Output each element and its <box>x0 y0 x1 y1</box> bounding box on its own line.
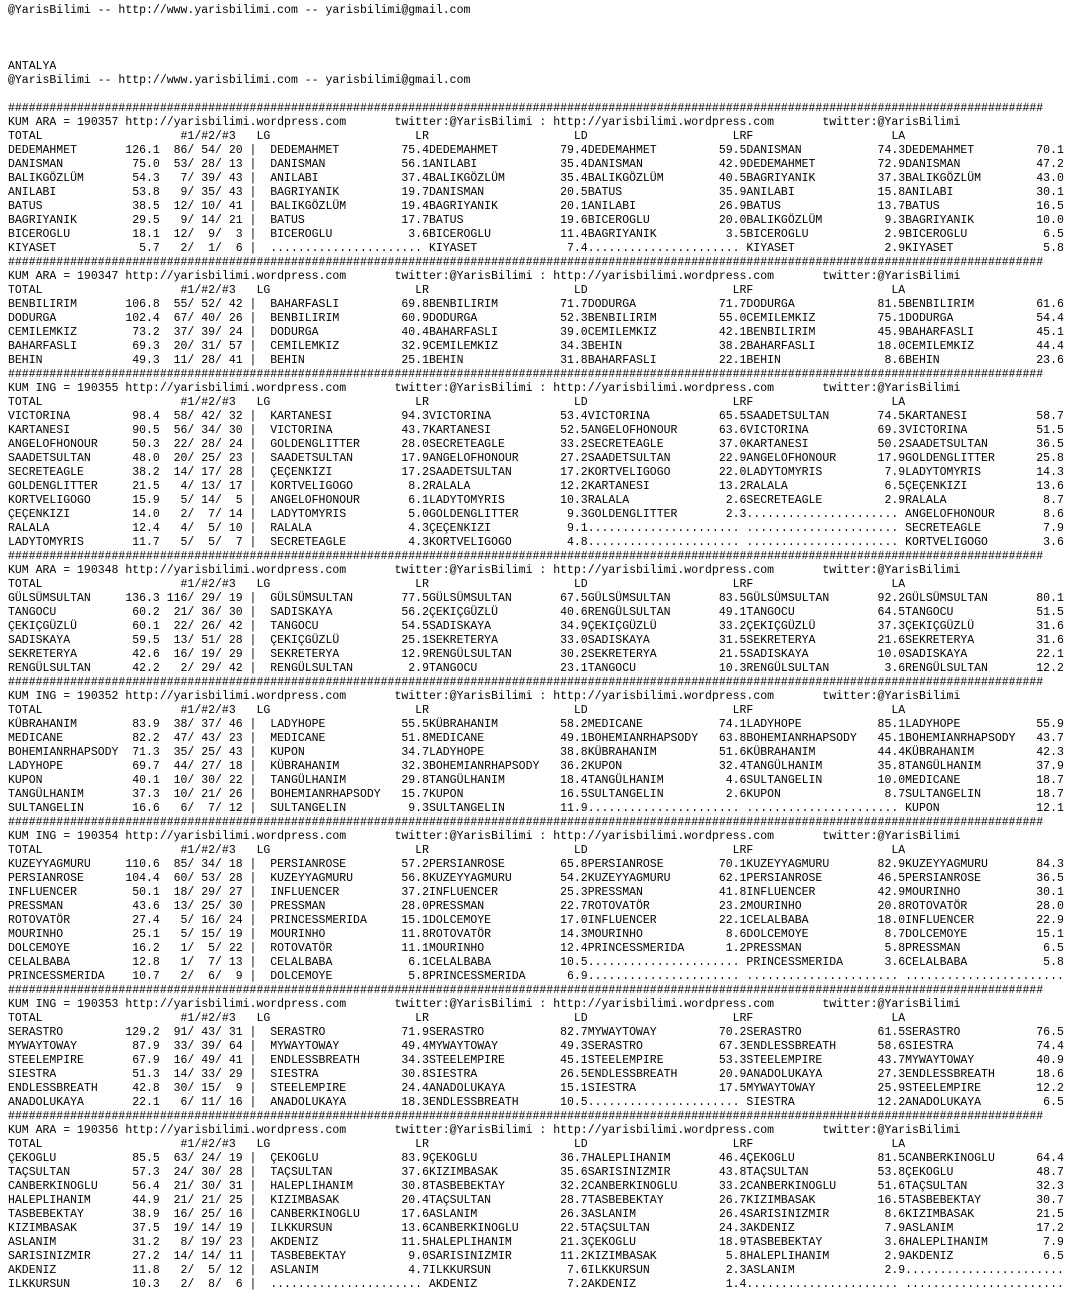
result-row: BAGRIYANIK 29.5 9/ 14/ 21 | BATUS 17.7BATUS 19.6BICEROGLU 20.0BALIKGÖZLÜM 9.3BAGRIYANIK 10.0 <box>8 214 1064 227</box>
result-row: DANISMAN 75.0 53/ 28/ 13 | DANISMAN 56.1ANILABI 35.4DANISMAN 42.9DEDEMAHMET 72.9DANISMAN 47.2 <box>8 158 1064 171</box>
result-row: SECRETEAGLE 38.2 14/ 17/ 28 | ÇEÇENKIZI 17.2SAADETSULTAN 17.2KORTVELIGOGO 22.0LADYTOMYRIS 7.9LADYTOMYRIS 14.3 <box>8 466 1064 479</box>
result-row: MOURINHO 25.1 5/ 15/ 19 | MOURINHO 11.8ROTOVATÖR 14.3MOURINHO 8.6DOLCEMOYE 8.7DOLCEMOYE 15.1 <box>8 928 1064 941</box>
separator-line: ###################################################################################################################################################### <box>8 368 1044 381</box>
column-header: TOTAL #1/#2/#3 LG LR LD LRF LA <box>8 1012 906 1025</box>
separator-line: ###################################################################################################################################################### <box>8 984 1044 997</box>
result-row: KIYASET 5.7 2/ 1/ 6 | ...................... KIYASET 7.4...................... KIYASET 2.9KIYASET 5.8 <box>8 242 1064 255</box>
result-row: GÜLSÜMSULTAN 136.3 116/ 29/ 19 | GÜLSÜMSULTAN 77.5GÜLSÜMSULTAN 67.5GÜLSÜMSULTAN 83.5GÜLSÜMSULTAN 92.2GÜLSÜMSULTAN 80.1 <box>8 592 1064 605</box>
race-block <box>8 676 1080 816</box>
result-row: KUPON 40.1 10/ 30/ 22 | TANGÜLHANIM 29.8TANGÜLHANIM 18.4TANGÜLHANIM 4.6SULTANGELIN 10.0MEDICANE 18.7 <box>8 774 1064 787</box>
race-title: KUM ING = 190353 http://yarisbilimi.wordpress.com twitter:@YarisBilimi : http://yarisbilimi.wordpress.com twitter:@YarisBilimi <box>8 998 961 1011</box>
result-row: DEDEMAHMET 126.1 86/ 54/ 20 | DEDEMAHMET 75.4DEDEMAHMET 79.4DEDEMAHMET 59.5DANISMAN 74.3DEDEMAHMET 70.1 <box>8 144 1064 157</box>
separator-line: ###################################################################################################################################################### <box>8 550 1044 563</box>
race-title: KUM ING = 190354 http://yarisbilimi.wordpress.com twitter:@YarisBilimi : http://yarisbilimi.wordpress.com twitter:@YarisBilimi <box>8 830 961 843</box>
result-row: KIZIMBASAK 37.5 19/ 14/ 19 | ILKKURSUN 13.6CANBERKINOGLU 22.5TAÇSULTAN 24.3AKDENIZ 7.9ASLANIM 17.2 <box>8 1222 1064 1235</box>
result-row: VICTORINA 98.4 58/ 42/ 32 | KARTANESI 94.3VICTORINA 53.4VICTORINA 65.5SAADETSULTAN 74.5KARTANESI 58.7 <box>8 410 1064 423</box>
column-header: TOTAL #1/#2/#3 LG LR LD LRF LA <box>8 130 906 143</box>
result-row: SEKRETERYA 42.6 16/ 19/ 29 | SEKRETERYA 12.9RENGÜLSULTAN 30.2SEKRETERYA 21.5SADISKAYA 10.0SADISKAYA 22.1 <box>8 648 1064 661</box>
column-header: TOTAL #1/#2/#3 LG LR LD LRF LA <box>8 284 906 297</box>
result-row: LADYHOPE 69.7 44/ 27/ 18 | KÜBRAHANIM 32.3BOHEMIANRHAPSODY 36.2KUPON 32.4TANGÜLHANIM 35.8TANGÜLHANIM 37.9 <box>8 760 1064 773</box>
race-block <box>8 550 1080 676</box>
result-row: ANGELOFHONOUR 50.3 22/ 28/ 24 | GOLDENGLITTER 28.0SECRETEAGLE 33.2SECRETEAGLE 37.0KARTANESI 50.2SAADETSULTAN 36.5 <box>8 438 1064 451</box>
result-row: AKDENIZ 11.8 2/ 5/ 12 | ASLANIM 4.7ILKKURSUN 7.6ILKKURSUN 2.3ASLANIM 2.9....................... <box>8 1264 1064 1277</box>
race-list <box>8 102 1080 1292</box>
result-row: CELALBABA 12.8 1/ 7/ 13 | CELALBABA 6.1CELALBABA 10.5...................... PRINCESSMERIDA 3.6CELALBABA 5.8 <box>8 956 1064 969</box>
race-block <box>8 256 1080 368</box>
result-row: SARISINIZMIR 27.2 14/ 14/ 11 | TASBEBEKTAY 9.0SARISINIZMIR 11.2KIZIMBASAK 5.8HALEPLIHANIM 2.9AKDENIZ 6.5 <box>8 1250 1064 1263</box>
result-row: RALALA 12.4 4/ 5/ 10 | RALALA 4.3ÇEÇENKIZI 9.1...................... ...................... SECRETEAGLE 7.9 <box>8 522 1064 535</box>
race-block <box>8 1110 1080 1292</box>
separator-line: ###################################################################################################################################################### <box>8 1110 1044 1123</box>
result-row: CEMILEMKIZ 73.2 37/ 39/ 24 | DODURGA 40.4BAHARFASLI 39.0CEMILEMKIZ 42.1BENBILIRIM 45.9BAHARFASLI 45.1 <box>8 326 1064 339</box>
column-header: TOTAL #1/#2/#3 LG LR LD LRF LA <box>8 396 906 409</box>
credit-line: @YarisBilimi -- http://www.yarisbilimi.com -- yarisbilimi@gmail.com <box>8 4 471 17</box>
result-row: ÇEÇENKIZI 14.0 2/ 7/ 14 | LADYTOMYRIS 5.0GOLDENGLITTER 9.3GOLDENGLITTER 2.3...................... ANGELOFHONOUR 8.6 <box>8 508 1064 521</box>
column-header: TOTAL #1/#2/#3 LG LR LD LRF LA <box>8 1138 906 1151</box>
result-row: ENDLESSBREATH 42.8 30/ 15/ 9 | STEELEMPIRE 24.4ANADOLUKAYA 15.1SIESTRA 17.5MYWAYTOWAY 25.9STEELEMPIRE 12.2 <box>8 1082 1064 1095</box>
result-row: SIESTRA 51.3 14/ 33/ 29 | SIESTRA 30.8SIESTRA 26.5ENDLESSBREATH 20.9ANADOLUKAYA 27.3ENDLESSBREATH 18.6 <box>8 1068 1064 1081</box>
column-header: TOTAL #1/#2/#3 LG LR LD LRF LA <box>8 844 906 857</box>
column-header: TOTAL #1/#2/#3 LG LR LD LRF LA <box>8 578 906 591</box>
race-title: KUM ARA = 190356 http://yarisbilimi.wordpress.com twitter:@YarisBilimi : http://yarisbilimi.wordpress.com twitter:@YarisBilimi <box>8 1124 961 1137</box>
result-row: SERASTRO 129.2 91/ 43/ 31 | SERASTRO 71.9SERASTRO 82.7MYWAYTOWAY 70.2SERASTRO 61.5SERASTRO 76.5 <box>8 1026 1064 1039</box>
result-row: KARTANESI 90.5 56/ 34/ 30 | VICTORINA 43.7KARTANESI 52.5ANGELOFHONOUR 63.6VICTORINA 69.3VICTORINA 51.5 <box>8 424 1064 437</box>
result-row: PERSIANROSE 104.4 60/ 53/ 28 | KUZEYYAGMURU 56.8KUZEYYAGMURU 54.2KUZEYYAGMURU 62.1PERSIANROSE 46.5PERSIANROSE 36.5 <box>8 872 1064 885</box>
result-row: SULTANGELIN 16.6 6/ 7/ 12 | SULTANGELIN 9.3SULTANGELIN 11.9...................... ...................... KUPON 12.1 <box>8 802 1064 815</box>
separator-line: ###################################################################################################################################################### <box>8 816 1044 829</box>
result-row: SADISKAYA 59.5 13/ 51/ 28 | ÇEKIÇGÜZLÜ 25.1SEKRETERYA 33.0SADISKAYA 31.5SEKRETERYA 21.6SEKRETERYA 31.6 <box>8 634 1064 647</box>
result-row: BAHARFASLI 69.3 20/ 31/ 57 | CEMILEMKIZ 32.9CEMILEMKIZ 34.3BEHIN 38.2BAHARFASLI 18.0CEMILEMKIZ 44.4 <box>8 340 1064 353</box>
result-row: SAADETSULTAN 48.0 20/ 25/ 23 | SAADETSULTAN 17.9ANGELOFHONOUR 27.2SAADETSULTAN 22.9ANGELOFHONOUR 17.9GOLDENGLITTER 25.8 <box>8 452 1064 465</box>
race-block <box>8 816 1080 984</box>
result-row: MEDICANE 82.2 47/ 43/ 23 | MEDICANE 51.8MEDICANE 49.1BOHEMIANRHAPSODY 63.8BOHEMIANRHAPSODY 45.1BOHEMIANRHAPSODY 43.7 <box>8 732 1064 745</box>
result-row: BICEROGLU 18.1 12/ 9/ 3 | BICEROGLU 3.6BICEROGLU 11.4BAGRIYANIK 3.5BICEROGLU 2.9BICEROGLU 6.5 <box>8 228 1064 241</box>
city-title: ANTALYA <box>8 60 57 73</box>
result-row: DODURGA 102.4 67/ 40/ 26 | BENBILIRIM 60.9DODURGA 52.3BENBILIRIM 55.0CEMILEMKIZ 75.1DODURGA 54.4 <box>8 312 1064 325</box>
result-row: HALEPLIHANIM 44.9 21/ 21/ 25 | KIZIMBASAK 20.4TAÇSULTAN 28.7TASBEBEKTAY 26.7KIZIMBASAK 16.5TASBEBEKTAY 30.7 <box>8 1194 1064 1207</box>
result-row: ÇEKOGLU 85.5 63/ 24/ 19 | ÇEKOGLU 83.9ÇEKOGLU 36.7HALEPLIHANIM 46.4ÇEKOGLU 81.5CANBERKINOGLU 64.4 <box>8 1152 1064 1165</box>
race-title: KUM ARA = 190357 http://yarisbilimi.wordpress.com twitter:@YarisBilimi : http://yarisbilimi.wordpress.com twitter:@YarisBilimi <box>8 116 961 129</box>
separator-line: ###################################################################################################################################################### <box>8 676 1044 689</box>
result-row: PRESSMAN 43.6 13/ 25/ 30 | PRESSMAN 28.0PRESSMAN 22.7ROTOVATÖR 23.2MOURINHO 20.8ROTOVATÖR 28.0 <box>8 900 1064 913</box>
result-row: ÇEKIÇGÜZLÜ 60.1 22/ 26/ 42 | TANGOCU 54.5SADISKAYA 34.9ÇEKIÇGÜZLÜ 33.2ÇEKIÇGÜZLÜ 37.3ÇEKIÇGÜZLÜ 31.6 <box>8 620 1064 633</box>
race-title: KUM ING = 190352 http://yarisbilimi.wordpress.com twitter:@YarisBilimi : http://yarisbilimi.wordpress.com twitter:@YarisBilimi <box>8 690 961 703</box>
result-row: BATUS 38.5 12/ 10/ 41 | BALIKGÖZLÜM 19.4BAGRIYANIK 20.1ANILABI 26.9BATUS 13.7BATUS 16.5 <box>8 200 1064 213</box>
result-row: LADYTOMYRIS 11.7 5/ 5/ 7 | SECRETEAGLE 4.3KORTVELIGOGO 4.8...................... ...................... KORTVELIGOGO 3.6 <box>8 536 1064 549</box>
race-block <box>8 102 1080 256</box>
result-row: PRINCESSMERIDA 10.7 2/ 6/ 9 | DOLCEMOYE 5.8PRINCESSMERIDA 6.9...................... ...................... ....................... <box>8 970 1064 983</box>
race-title: KUM ING = 190355 http://yarisbilimi.wordpress.com twitter:@YarisBilimi : http://yarisbilimi.wordpress.com twitter:@YarisBilimi <box>8 382 961 395</box>
result-row: ASLANIM 31.2 8/ 19/ 23 | AKDENIZ 11.5HALEPLIHANIM 21.3ÇEKOGLU 18.9TASBEBEKTAY 3.6HALEPLIHANIM 7.9 <box>8 1236 1064 1249</box>
result-row: DOLCEMOYE 16.2 1/ 5/ 22 | ROTOVATÖR 11.1MOURINHO 12.4PRINCESSMERIDA 1.2PRESSMAN 5.8PRESSMAN 6.5 <box>8 942 1064 955</box>
result-row: BOHEMIANRHAPSODY 71.3 35/ 25/ 43 | KUPON 34.7LADYHOPE 38.8KÜBRAHANIM 51.6KÜBRAHANIM 44.4KÜBRAHANIM 42.3 <box>8 746 1064 759</box>
result-row: BALIKGÖZLÜM 54.3 7/ 39/ 43 | ANILABI 37.4BALIKGÖZLÜM 35.4BALIKGÖZLÜM 40.5BAGRIYANIK 37.3BALIKGÖZLÜM 43.0 <box>8 172 1064 185</box>
race-title: KUM ARA = 190347 http://yarisbilimi.wordpress.com twitter:@YarisBilimi : http://yarisbilimi.wordpress.com twitter:@YarisBilimi <box>8 270 961 283</box>
result-row: ILKKURSUN 10.3 2/ 8/ 6 | ...................... AKDENIZ 7.2AKDENIZ 1.4...................... ....................... <box>8 1278 1064 1291</box>
result-row: ANADOLUKAYA 22.1 6/ 11/ 16 | ANADOLUKAYA 18.3ENDLESSBREATH 10.5...................... SIESTRA 12.2ANADOLUKAYA 6.5 <box>8 1096 1064 1109</box>
result-row: TANGÜLHANIM 37.3 10/ 21/ 26 | BOHEMIANRHAPSODY 15.7KUPON 16.5SULTANGELIN 2.6KUPON 8.7SULTANGELIN 18.7 <box>8 788 1064 801</box>
result-row: KÜBRAHANIM 83.9 38/ 37/ 46 | LADYHOPE 55.5KÜBRAHANIM 58.2MEDICANE 74.1LADYHOPE 85.1LADYHOPE 55.9 <box>8 718 1064 731</box>
result-row: STEELEMPIRE 67.9 16/ 49/ 41 | ENDLESSBREATH 34.3STEELEMPIRE 45.1STEELEMPIRE 53.3STEELEMPIRE 43.7MYWAYTOWAY 40.9 <box>8 1054 1064 1067</box>
result-row: INFLUENCER 50.1 18/ 29/ 27 | INFLUENCER 37.2INFLUENCER 25.3PRESSMAN 41.8INFLUENCER 42.9MOURINHO 30.1 <box>8 886 1064 899</box>
result-row: GOLDENGLITTER 21.5 4/ 13/ 17 | KORTVELIGOGO 8.2RALALA 12.2KARTANESI 13.2RALALA 6.5ÇEÇENKIZI 13.6 <box>8 480 1064 493</box>
result-row: KORTVELIGOGO 15.9 5/ 14/ 5 | ANGELOFHONOUR 6.1LADYTOMYRIS 10.3RALALA 2.6SECRETEAGLE 2.9RALALA 8.7 <box>8 494 1064 507</box>
credit-line-2: @YarisBilimi -- http://www.yarisbilimi.com -- yarisbilimi@gmail.com <box>8 74 471 87</box>
separator-line: ###################################################################################################################################################### <box>8 102 1044 115</box>
result-row: CANBERKINOGLU 56.4 21/ 30/ 31 | HALEPLIHANIM 30.8TASBEBEKTAY 32.2CANBERKINOGLU 33.2CANBERKINOGLU 51.6TAÇSULTAN 32.3 <box>8 1180 1064 1193</box>
result-row: KUZEYYAGMURU 110.6 85/ 34/ 18 | PERSIANROSE 57.2PERSIANROSE 65.8PERSIANROSE 70.1KUZEYYAGMURU 82.9KUZEYYAGMURU 84.3 <box>8 858 1064 871</box>
result-row: TANGOCU 60.2 21/ 36/ 30 | SADISKAYA 56.2ÇEKIÇGÜZLÜ 40.6RENGÜLSULTAN 49.1TANGOCU 64.5TANGOCU 51.5 <box>8 606 1064 619</box>
race-block <box>8 984 1080 1110</box>
result-row: TAÇSULTAN 57.3 24/ 30/ 28 | TAÇSULTAN 37.6KIZIMBASAK 35.6SARISINIZMIR 43.8TAÇSULTAN 53.8ÇEKOGLU 48.7 <box>8 1166 1064 1179</box>
result-row: TASBEBEKTAY 38.9 16/ 25/ 16 | CANBERKINOGLU 17.6ASLANIM 26.3ASLANIM 26.4SARISINIZMIR 8.6KIZIMBASAK 21.5 <box>8 1208 1064 1221</box>
separator-line: ###################################################################################################################################################### <box>8 256 1044 269</box>
race-block <box>8 368 1080 550</box>
result-row: ROTOVATÖR 27.4 5/ 16/ 24 | PRINCESSMERIDA 15.1DOLCEMOYE 17.0INFLUENCER 22.1CELALBABA 18.0INFLUENCER 22.9 <box>8 914 1064 927</box>
result-row: RENGÜLSULTAN 42.2 2/ 29/ 42 | RENGÜLSULTAN 2.9TANGOCU 23.1TANGOCU 10.3RENGÜLSULTAN 3.6RENGÜLSULTAN 12.2 <box>8 662 1064 675</box>
result-row: MYWAYTOWAY 87.9 33/ 39/ 64 | MYWAYTOWAY 49.4MYWAYTOWAY 49.3SERASTRO 67.3ENDLESSBREATH 58.6SIESTRA 74.4 <box>8 1040 1064 1053</box>
race-title: KUM ARA = 190348 http://yarisbilimi.wordpress.com twitter:@YarisBilimi : http://yarisbilimi.wordpress.com twitter:@YarisBilimi <box>8 564 961 577</box>
result-row: BEHIN 49.3 11/ 28/ 41 | BEHIN 25.1BEHIN 31.8BAHARFASLI 22.1BEHIN 8.6BEHIN 23.6 <box>8 354 1064 367</box>
result-row: ANILABI 53.8 9/ 35/ 43 | BAGRIYANIK 19.7DANISMAN 20.5BATUS 35.9ANILABI 15.8ANILABI 30.1 <box>8 186 1064 199</box>
column-header: TOTAL #1/#2/#3 LG LR LD LRF LA <box>8 704 906 717</box>
result-row: BENBILIRIM 106.8 55/ 52/ 42 | BAHARFASLI 69.8BENBILIRIM 71.7DODURGA 71.7DODURGA 81.5BENBILIRIM 61.6 <box>8 298 1064 311</box>
